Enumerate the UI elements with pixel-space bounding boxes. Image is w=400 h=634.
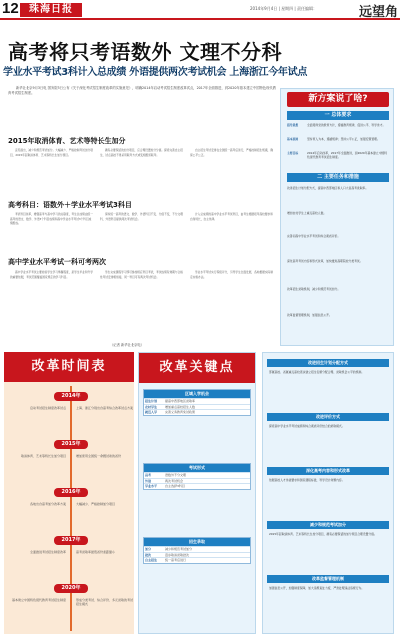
table-cell: 减少和规范考试加分 <box>165 547 193 551</box>
table-row <box>144 552 250 558</box>
sidebar-new-plan <box>280 88 394 346</box>
section-title-3: 高中学业水平考试一科可考两次 <box>8 258 106 266</box>
reform-block-title: 深化高考内容和形式改革 <box>267 467 389 475</box>
timeline-year: 2017年 <box>54 536 88 545</box>
table-row <box>144 398 250 404</box>
table-cell: 完善义务教育免试政策 <box>165 410 196 415</box>
table-cell: 农村学生 <box>145 404 158 409</box>
section-3-col-1: 高中学业水平考试主要检验学生学习掌握程度，是学生毕业和升学的重要依据，考试范围覆盖国家规定的学习科目。 <box>10 270 93 279</box>
section-title-2: 高考科目：语数外＋学业水平考试3科目 <box>8 201 132 209</box>
timeline-panel <box>4 352 134 634</box>
timeline-item-left: 取消体育、艺术等特长生加分项目 <box>20 454 66 458</box>
sidebar-row <box>287 123 389 127</box>
sidebar-row <box>287 137 389 141</box>
sidebar-row <box>287 151 389 159</box>
sidebar-row-text: 2014年启动改革，2017年全面推进，到2020年基本建立中国特色现代教育考试招生制度。 <box>307 151 388 159</box>
keypoints-table-caption: 考试形式 <box>144 464 250 472</box>
section-1-col-3: 自主招生考试安排在全国统一高考后进行，严格控制招生规模，确保公平公正。 <box>190 148 273 157</box>
timeline-year: 2020年 <box>54 584 88 593</box>
table-cell: 就近入学 <box>145 410 158 415</box>
table-cell: 自主招生 <box>145 558 158 563</box>
keypoints-table <box>143 537 251 564</box>
sidebar-title: 新方案说了啥? <box>287 92 389 107</box>
table-cell: 语数外不分文理 <box>165 473 187 477</box>
reform-block-text: 加强信息公开，加强制度保障，加大违规查处力度，严肃处理违法违规行为。 <box>269 586 365 590</box>
section-body-1 <box>10 148 274 198</box>
section-3-col-3: 学业水平考试实行等级评分，引导学生全面发展，各地根据实际制定实施办法。 <box>190 270 273 279</box>
section-2-col-3: 计入总成绩的高中学业水平考试科目，由考生根据报考高校要求和自身特长，自主选择。 <box>190 212 273 221</box>
paper-name: 珠海日报 <box>20 3 82 17</box>
keypoints-table <box>143 463 251 490</box>
section-title-1: 2015年取消体育、艺术等特长生加分 <box>8 137 126 145</box>
timeline-item-left: 各地出台高考加分改革方案 <box>29 502 66 506</box>
timeline-item-left: 基本建立中国特色现代教育考试招生制度 <box>11 598 66 602</box>
table-cell: 自主选择3科目 <box>165 484 185 489</box>
section-name: 远望角 <box>358 5 398 20</box>
keypoints-table-caption: 区域入学机会 <box>144 390 250 398</box>
page-number: 12 <box>2 0 19 17</box>
section-1-col-1: 意见提出，减少和规范考试加分。大幅减少、严格控制考试加分项目，2015年起取消体育、艺术等特长生加分项目。 <box>10 148 93 157</box>
reform-block-title: 改进评价方式 <box>267 413 389 421</box>
sidebar-row-label: 主要目标 <box>287 151 299 155</box>
table-row <box>144 546 250 552</box>
table-cell: 批次 <box>145 552 152 557</box>
reform-block-text: 部属高校、省属重点高校逐步建立招生名额分配合理、录取机会公平的机制。 <box>269 370 365 374</box>
reform-block-text: 2015年起取消体育、艺术等特长生加分项目，确有必要保留的加分项目合理设置分值。 <box>269 532 377 536</box>
reform-block-text: 依据高校人才选拔要求和国家课程标准，科学设计命题内容。 <box>269 478 345 482</box>
reform-details-panel <box>262 352 394 634</box>
table-cell: 增加重点高校招生人数 <box>165 404 196 409</box>
sidebar-row-text: 坚持育人为本，遵循规律；坚持公平公正，加强宏观管理。 <box>307 137 380 141</box>
table-row <box>144 478 250 484</box>
timeline-item-left: 全面推进考试招生制度改革 <box>29 550 66 554</box>
reform-block-title: 改进招生计划分配方式 <box>267 359 389 367</box>
timeline-title: 改革时间表 <box>4 352 134 382</box>
table-row <box>144 557 250 563</box>
sidebar-note: 改革招生录取机制，减少和规范考试加分。 <box>287 287 341 291</box>
table-cell: 两次考试机会 <box>165 478 184 483</box>
sidebar-band-2: 二 主要任务和措施 <box>287 173 389 182</box>
sidebar-note: 完善初高中学业水平考试和综合素质评价。 <box>287 234 341 238</box>
timeline-item-left: 启动考试招生制度改革试点 <box>29 406 66 410</box>
reform-block-title: 减少和规范考试加分 <box>267 521 389 529</box>
sidebar-note: 增加农村学生上重点高校人数。 <box>287 211 327 215</box>
lead-paragraph: 新华社北京9月3日电 国务院3日公布《关于深化考试招生制度改革的实施意见》，明确2014年启动考试招生制度改革试点，2017年全面推进，到2020年基本建立中国特色现代教育考试招生制度。 <box>8 86 276 96</box>
timeline-item-right: 上海、浙江分别出台高考综合改革试点方案 <box>76 406 134 410</box>
keypoints-title: 改革关键点 <box>139 353 255 383</box>
sidebar-row-label: 指导思想 <box>287 123 299 127</box>
timeline-axis <box>70 386 72 631</box>
section-3-col-2: 学生完成课程学习即可参加相应科目考试，考试成绩有效期与合格性考试安排相衔接，同一科目可有两次考试机会。 <box>100 270 183 279</box>
table-cell: 外语 <box>145 478 152 483</box>
timeline-item-right: 形成分类考试、综合评价、多元录取的考试招生模式 <box>76 598 134 607</box>
section-2-col-2: 保持统一高考的语文、数学、外语科目不变、分值不变，不分文理科，外语科目提供两次考试机会。 <box>100 212 183 221</box>
headline: 高考将只考语数外 文理不分科 <box>8 40 282 64</box>
timeline-year: 2016年 <box>54 488 88 497</box>
table-cell: 提高中西部地区录取率 <box>165 399 196 403</box>
sidebar-band-1: 一 总体要求 <box>287 111 389 120</box>
timeline-year: 2014年 <box>54 392 88 401</box>
section-1-col-2: 确有必要保留的加分项目，应合理设置加分分值。探索完善自主招生，试点高校不得采用联考方式或变相组织联考。 <box>100 148 183 157</box>
section-body-3 <box>10 270 274 336</box>
table-cell: 逐步取消录取批次 <box>165 552 190 557</box>
table-cell: 招生计划 <box>145 399 158 403</box>
sidebar-note: 改进招生计划分配方式，提高中西部地区和人口大省高考录取率。 <box>287 186 369 190</box>
timeline-year: 2015年 <box>54 440 88 449</box>
sidebar-row-label: 基本原则 <box>287 137 299 141</box>
timeline-item-right: 增加使用全国统一命题试卷的省份 <box>76 454 122 458</box>
table-cell: 高考 <box>145 473 152 477</box>
table-row <box>144 472 250 478</box>
table-row <box>144 483 250 489</box>
sidebar-note: 改革监督管理机制，加强信息公开。 <box>287 313 332 317</box>
section-body-2 <box>10 212 274 256</box>
table-cell: 统一高考后进行 <box>165 558 187 563</box>
author-credit: （记者 新华社北京电） <box>110 343 145 347</box>
lower-infographic <box>0 352 400 634</box>
table-row <box>144 404 250 410</box>
dateline: 2014年9月4日 | 星期四 | 责任编辑： <box>250 6 318 11</box>
section-2-col-1: 考试科目改革，增强高考与高中学习的关联度，考生总成绩由统一高考的语文、数学、外语3个科目成绩和高中学业水平考试3个科目成绩组成。 <box>10 212 93 226</box>
keypoints-table-caption: 招生录取 <box>144 538 250 546</box>
reform-block-text: 探索高中学业水平考试成绩和综合素质评价结合的录取模式。 <box>269 424 345 428</box>
timeline-item-right: 高考录取率最低省份差距缩小 <box>76 550 116 554</box>
table-cell: 学业水平 <box>145 484 158 489</box>
sidebar-note: 深化高考考试内容和形式改革，加快推进高职院校分类考试。 <box>287 259 363 263</box>
keypoints-table <box>143 389 251 416</box>
table-row <box>144 409 250 415</box>
subhead: 学业水平考试3科计入总成绩 外语提供两次考试机会 上海浙江今年试点 <box>3 67 308 78</box>
keypoints-panel <box>138 352 256 634</box>
reform-block-title: 改革监督管理机制 <box>267 575 389 583</box>
timeline-item-right: 大幅减少、严格控制加分项目 <box>76 502 116 506</box>
masthead <box>0 0 400 20</box>
sidebar-row-text: 全面贯彻党的教育方针，遵循教育规律，促进公平、科学选才。 <box>307 123 386 127</box>
table-cell: 加分 <box>145 547 152 551</box>
